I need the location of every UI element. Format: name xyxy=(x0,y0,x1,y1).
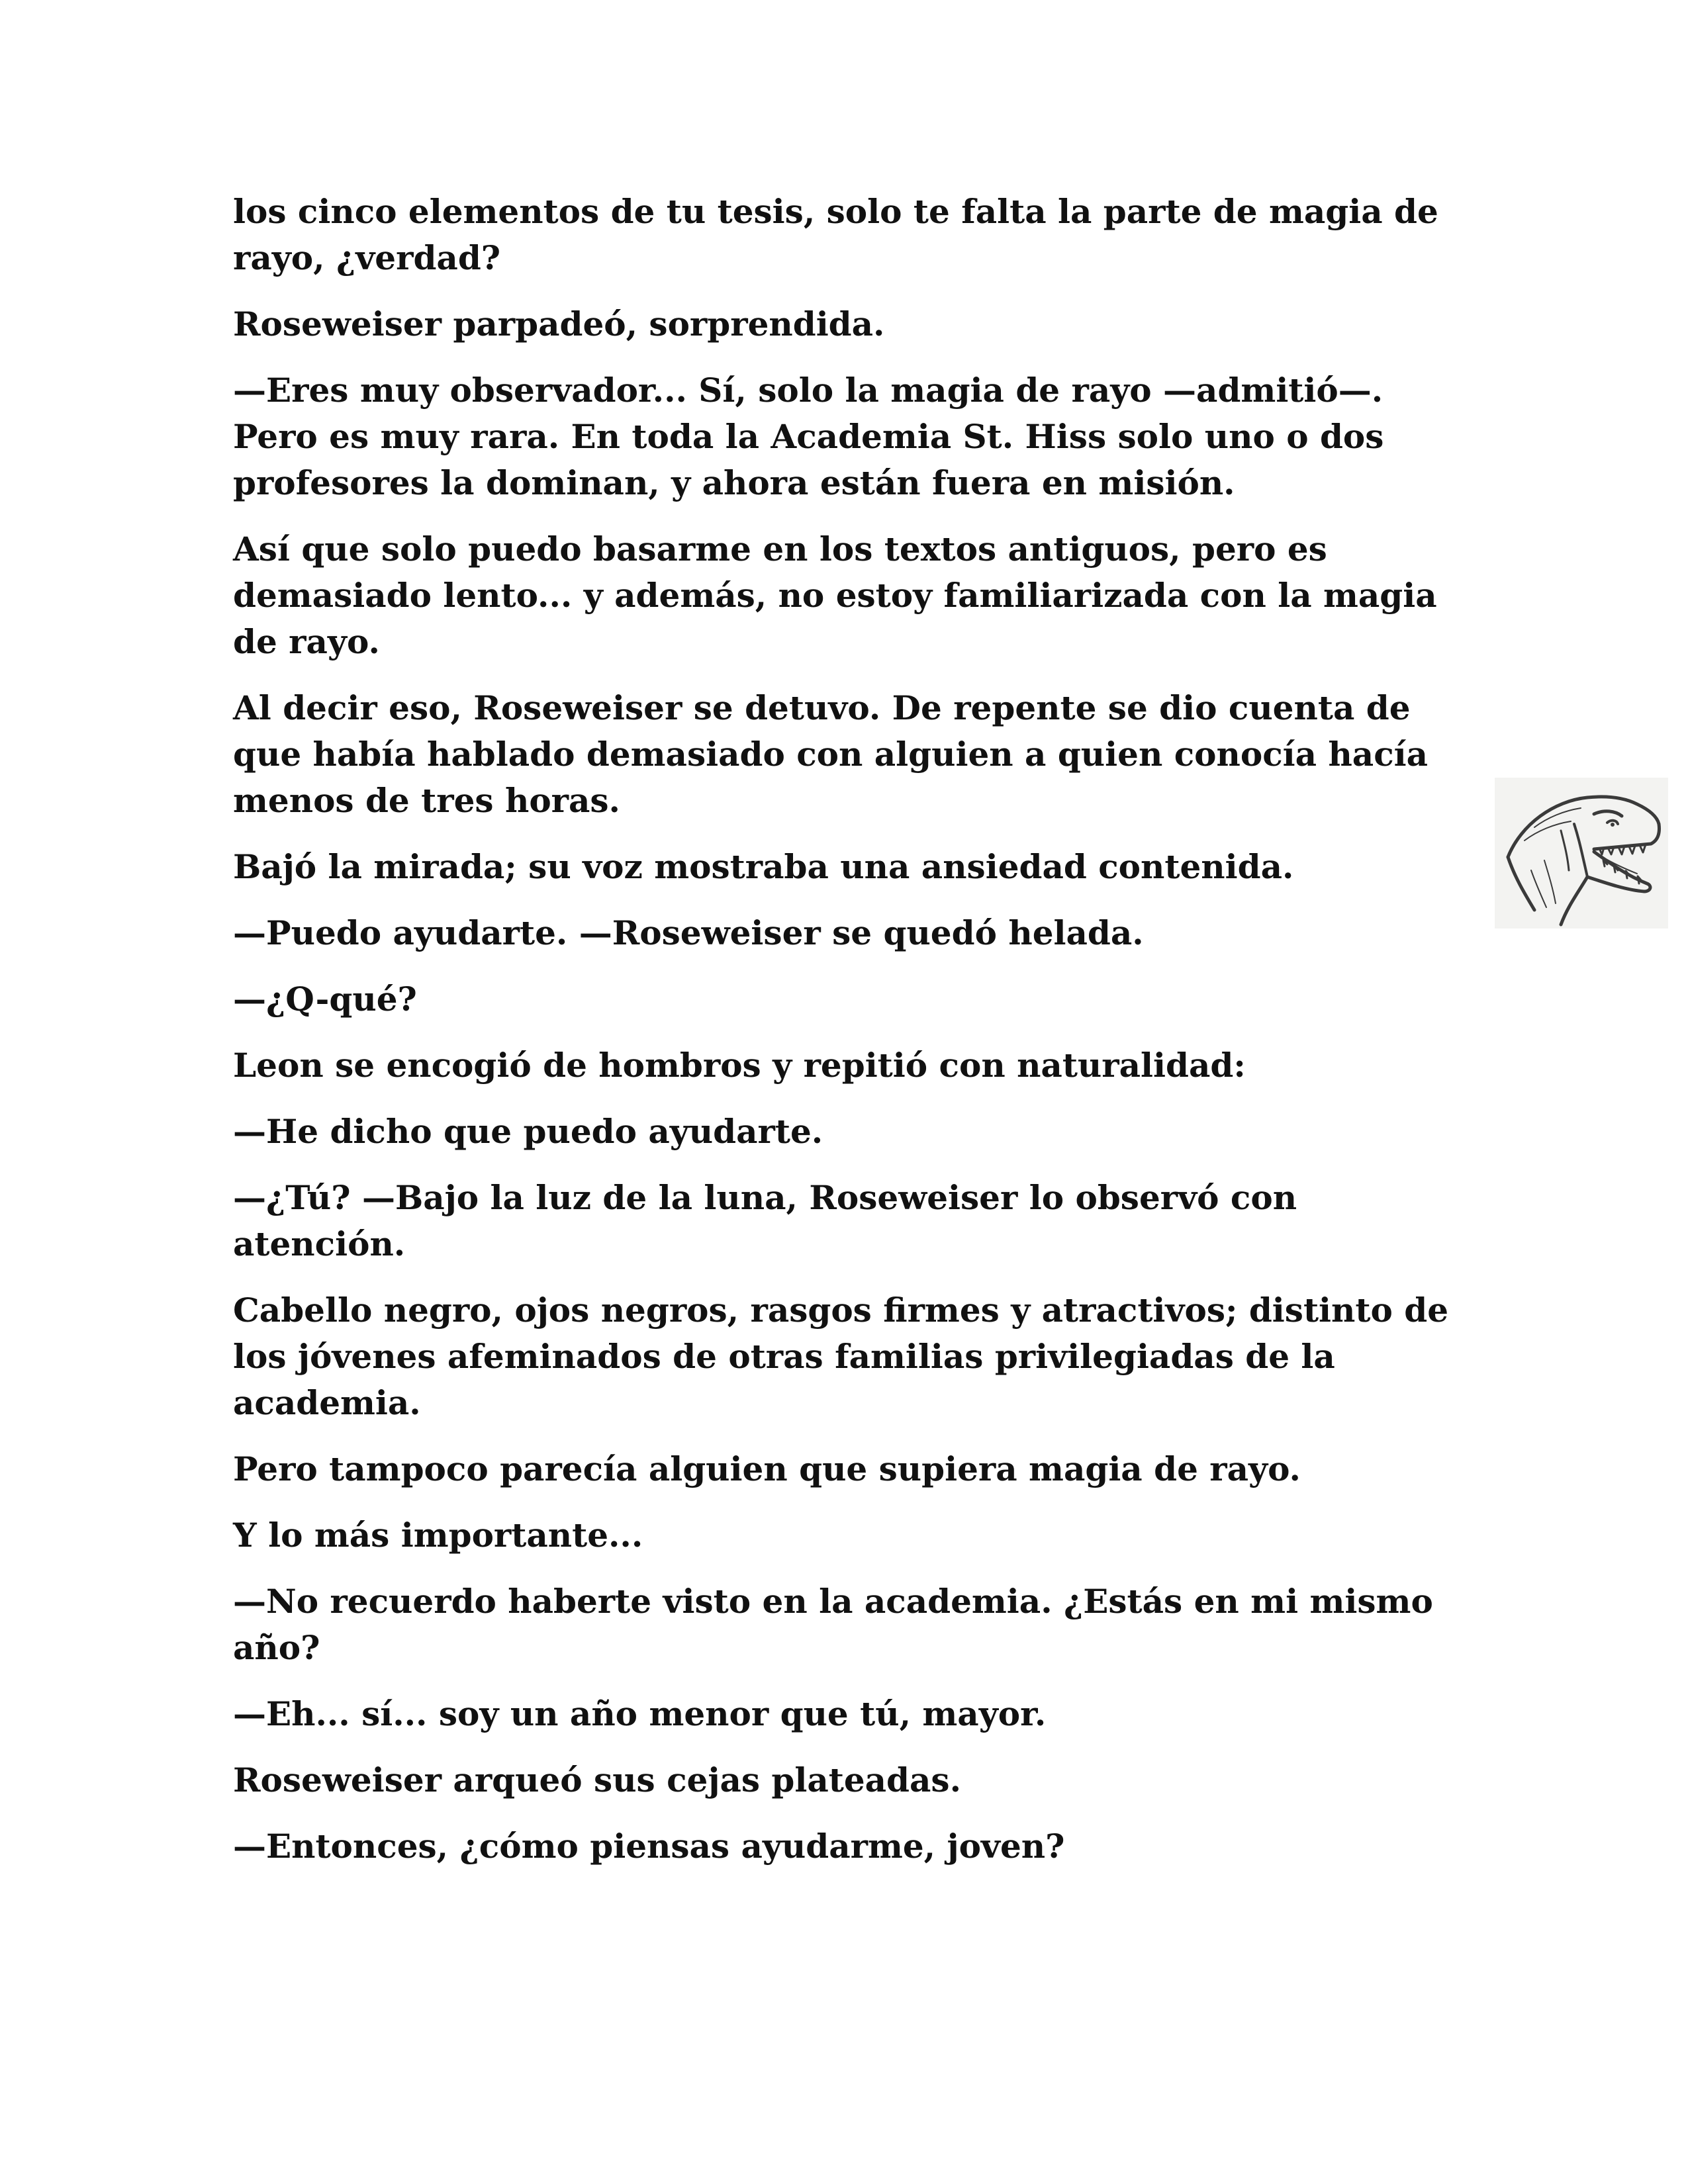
paragraph-12: Cabello negro, ojos negros, rasgos firmes y atractivos; distinto de los jóvenes afeminados de otras familias privilegiadas de la academia. xyxy=(233,1291,1449,1422)
paragraph-17: Roseweiser arqueó sus cejas plateadas. xyxy=(233,1760,961,1799)
paragraph-16: —Eh... sí... soy un año menor que tú, mayor. xyxy=(233,1694,1047,1733)
paragraph-14: Y lo más importante... xyxy=(233,1516,643,1555)
paragraph-1: los cinco elementos de tu tesis, solo te falta la parte de magia de rayo, ¿verdad? xyxy=(233,192,1438,277)
paragraph-9: Leon se encogió de hombros y repitió con naturalidad: xyxy=(233,1046,1246,1085)
paragraph-8: —¿Q-qué? xyxy=(233,979,417,1019)
paragraph-4: Así que solo puedo basarme en los textos antiguos, pero es demasiado lento... y además, no estoy familiarizada con la magia de rayo. xyxy=(233,529,1437,661)
paragraph-2: Roseweiser parpadeó, sorprendida. xyxy=(233,304,885,343)
paragraph-7: —Puedo ayudarte. —Roseweiser se quedó helada. xyxy=(233,913,1144,952)
paragraph-5: Al decir eso, Roseweiser se detuvo. De repente se dio cuenta de que había hablado demasiado con alguien a quien conocía hacía menos de tres horas. xyxy=(233,688,1429,820)
paragraph-13: Pero tampoco parecía alguien que supiera magia de rayo. xyxy=(233,1449,1301,1488)
paragraph-11: —¿Tú? —Bajo la luz de la luna, Roseweiser lo observó con atención. xyxy=(233,1178,1297,1263)
body-text xyxy=(233,189,1458,1889)
paragraph-18: —Entonces, ¿cómo piensas ayudarme, joven? xyxy=(233,1827,1065,1866)
paragraph-6: Bajó la mirada; su voz mostraba una ansiedad contenida. xyxy=(233,847,1294,886)
paragraph-10: —He dicho que puedo ayudarte. xyxy=(233,1112,823,1151)
paragraph-15: —No recuerdo haberte visto en la academia. ¿Estás en mi mismo año? xyxy=(233,1582,1433,1667)
paragraph-3: —Eres muy observador... Sí, solo la magia de rayo —admitió—. Pero es muy rara. En toda la Academia St. Hiss solo uno o dos profesores la dominan, y ahora están fuera en misión. xyxy=(233,371,1384,502)
dinosaur-head-sketch-icon xyxy=(1495,778,1668,929)
